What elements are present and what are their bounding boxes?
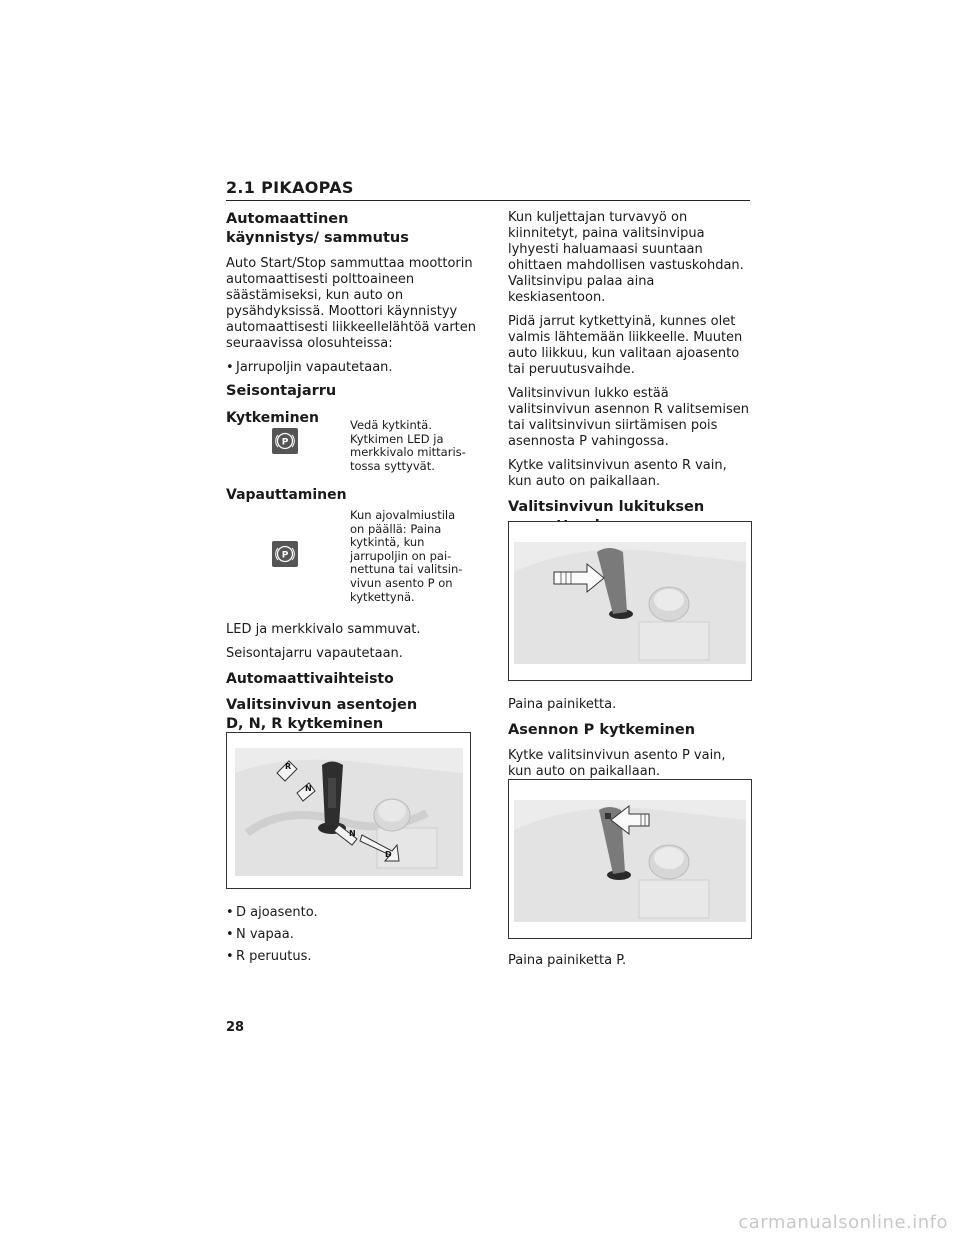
section-title: 2.1 PIKAOPAS — [226, 178, 354, 197]
heading-selector-unlock: Valitsinvivun lukituksen — [508, 499, 705, 515]
release-instruction: Kun ajovalmiustila on päällä: Paina kytkintä, kun jarrupoljin on pai-nettuna tai valitsin-vivun asento P on kytkettynä. — [350, 508, 463, 604]
left-column-lower — [226, 622, 476, 742]
list-item: • D ajoasento. — [226, 905, 476, 921]
label-r: R — [285, 762, 292, 771]
left-column — [226, 210, 476, 429]
right-column — [508, 210, 750, 544]
led-off-text: LED ja merkkivalo sammuvat. — [226, 622, 421, 637]
right-column-lower — [508, 697, 750, 788]
selector-lock-text: Valitsinvivun lukko estää valitsinvivun asennon R valitsemisen tai valitsinvivun siirtämisen pois asennosta P vahingossa. — [508, 386, 749, 449]
park-engage-text: Kytke valitsinvivun asento P vain, kun auto on paikallaan. — [508, 748, 726, 779]
section-divider — [226, 200, 750, 201]
label-d: D — [385, 850, 392, 859]
svg-text:P: P — [281, 437, 289, 448]
heading-auto-start-stop: Automaattinen käynnistys/ sammutus — [226, 211, 409, 246]
list-item: • N vapaa. — [226, 927, 476, 943]
figure-park-button — [508, 779, 752, 939]
bullet-brake-release: • Jarrupoljin vapautetaan. — [226, 360, 476, 376]
parking-brake-icon — [272, 428, 298, 454]
figure-selector-unlock — [508, 521, 752, 681]
heading-selector-positions: Valitsinvivun asentojen D, N, R kytkeminen — [226, 697, 418, 732]
watermark: carmanualsonline.info — [738, 1212, 948, 1233]
list-item: • R peruutus. — [226, 949, 476, 965]
parking-brake-release-icon — [272, 541, 298, 567]
figure-selector-positions — [226, 732, 471, 889]
position-list — [226, 905, 476, 971]
label-n-upper: N — [305, 784, 312, 793]
heading-park-engage: Asennon P kytkeminen — [508, 722, 696, 738]
unlock-caption: Paina painiketta. — [508, 697, 617, 712]
heading-release: Vapauttaminen — [226, 487, 347, 503]
reverse-engage-text: Kytke valitsinvivun asento R vain, kun auto on paikallaan. — [508, 458, 727, 489]
engage-instruction: Vedä kytkintä. Kytkimen LED ja merkkivalo mittaris-tossa syttyvät. — [350, 418, 466, 473]
label-n-lower: N — [349, 829, 356, 838]
brake-released-text: Seisontajarru vapautetaan. — [226, 646, 403, 661]
heading-parking-brake: Seisontajarru — [226, 383, 337, 399]
svg-text:P: P — [281, 550, 289, 561]
heading-engage: Kytkeminen — [226, 410, 320, 426]
selector-usage-text: Kun kuljettajan turvavyö on kiinnitetyt, paina valitsinvipua lyhyesti haluamaasi suuntaan ohittaen mahdollisen vastuskohdan. Valitsinvipu palaa aina keskiasentoon. — [508, 210, 744, 305]
auto-start-stop-text: Auto Start/Stop sammuttaa moottorin automaattisesti polttoaineen säästämiseksi, kun auto on pysähdyksissä. Moottori käynnistyy automaattisesti liikkeellelähtöä varten seuraavissa olosuhteissa: — [226, 256, 476, 351]
brake-hold-text: Pidä jarrut kytkettyinä, kunnes olet valmis lähtemään liikkeelle. Muuten auto liikkuu, kun valitaan ajoasento tai peruutusvaihde. — [508, 314, 743, 377]
heading-automatic-transmission: Automaattivaihteisto — [226, 671, 394, 687]
page-number: 28 — [226, 1020, 245, 1035]
park-caption: Paina painiketta P. — [508, 953, 627, 968]
